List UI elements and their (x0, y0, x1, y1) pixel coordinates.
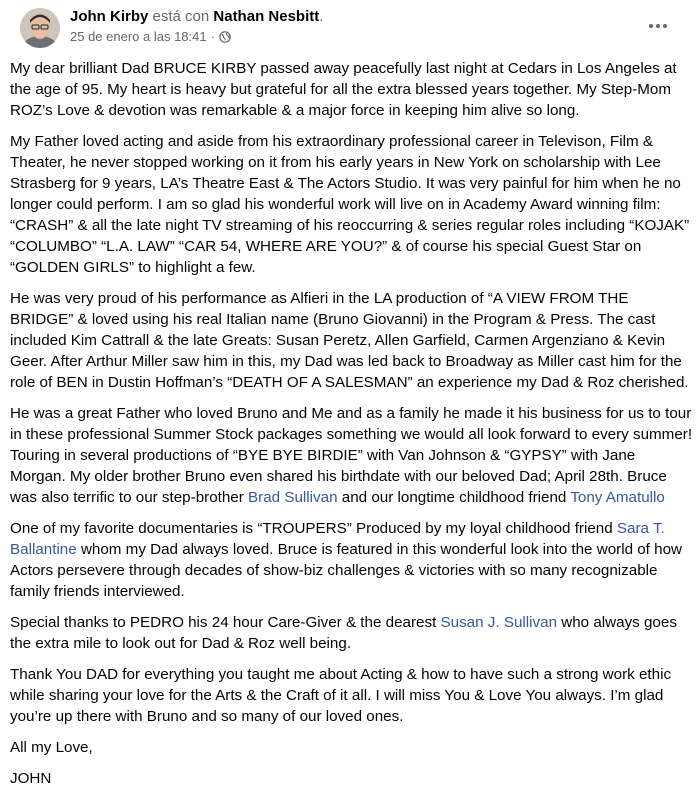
connector-text: está con (148, 8, 214, 25)
post-paragraph-1: My dear brilliant Dad BRUCE KIRBY passed away peacefully last night at Cedars in Los Angeles at the age of 95. My heart is heavy but grateful for all the extra blessed years together. My Step-Mom ROZ’s Love & devotion was remarkable & a major force in keeping him alive so long. (10, 60, 677, 119)
paragraph-5-text-b: whom my Dad always loved. Bruce is featured in this wonderful look into the world of how Actors persevere through decades of show-biz challenges & victories with so many recognizable family friends interviewed. (10, 541, 682, 600)
post-body (10, 58, 694, 799)
globe-icon[interactable] (219, 31, 231, 43)
tony-amatullo-link[interactable]: Tony Amatullo (570, 489, 665, 506)
post-paragraph-3: He was very proud of his performance as Alfieri in the LA production of “A VIEW FROM THE BRIDGE” & loved using his real Italian name (Bruno Giovanni) in the Program & Press. The cast included Kim Cattrall & the late Greats: Susan Peretz, Allen Garfield, Carmen Argenziano & Kevin Geer. After Arthur Miller saw him in this, my Dad was led back to Broadway as Miller cast him for the role of BEN in Dustin Hoffman’s “DEATH OF A SALESMAN” an experience my Dad & Roz cherished. (10, 290, 689, 391)
susan-sullivan-link[interactable]: Susan J. Sullivan (440, 614, 558, 631)
paragraph-6-text-b: who always goes the extra mile to look out for Dad & Roz well being. (10, 614, 677, 652)
post-paragraph-6 (10, 612, 694, 654)
paragraph-5-text-a: One of my favorite documentaries is “TROUPERS” Produced by my loyal childhood friend (10, 520, 617, 537)
post-header (10, 0, 690, 50)
avatar[interactable] (20, 8, 60, 48)
paragraph-4-text-a: He was a great Father who loved Bruno and Me and as a family he made it his business for us to tour in these professional Summer Stock packages something we would all look forward to every summer! Touring in several productions of “BYE BYE BIRDIE” with Van Johnson & “GYPSY” with Jane Morgan. My older brother Bruno even shared his birthdate with our beloved Dad; April 28th. Bruce was also terrific to our step-brother (10, 405, 693, 506)
more-options-icon[interactable] (642, 10, 674, 42)
post-paragraph-5 (10, 518, 694, 602)
tagged-person-link[interactable]: Nathan Nesbitt (213, 8, 320, 25)
sara-ballantine-link[interactable]: Sara T. Ballantine (10, 520, 665, 558)
post-signoff: All my Love, (10, 739, 93, 756)
post-meta (70, 29, 231, 44)
post-author-line (70, 8, 323, 25)
post-signature: JOHN (10, 770, 52, 787)
meta-separator: · (210, 29, 215, 44)
period-text: . (319, 8, 324, 25)
post-timestamp[interactable]: 25 de enero a las 18:41 (70, 29, 207, 44)
paragraph-6-text-a: Special thanks to PEDRO his 24 hour Care-Giver & the dearest (10, 614, 441, 631)
brad-sullivan-link[interactable]: Brad Sullivan (248, 489, 338, 506)
post-paragraph-2: My Father loved acting and aside from his extraordinary professional career in Televison, Film & Theater, he never stopped working on it from his early years in New York on scholarship with Lee Strasberg for 9 years, LA’s Theatre East & The Actors Studio. It was very painful for him when he no longer could perform. I am so glad his wonderful work will live on in Academy Award winning film: “CRASH” & all the late night TV streaming of his reoccurring & series regular roles including “KOJAK” “COLUMBO” “L.A. LAW” “CAR 54, WHERE ARE YOU?” & of course his special Guest Star on “GOLDEN GIRLS” to highlight a few. (10, 133, 690, 276)
post-paragraph-7: Thank You DAD for everything you taught me about Acting & how to have such a strong work ethic while sharing your love for the Arts & the Craft of it all. I will miss You & Love You always. I’m glad you’re up there with Bruno and so many of our loved ones. (10, 666, 672, 725)
paragraph-4-text-b: and our longtime childhood friend (337, 489, 571, 506)
post-paragraph-4 (10, 403, 694, 508)
author-name-link[interactable]: John Kirby (70, 8, 149, 25)
